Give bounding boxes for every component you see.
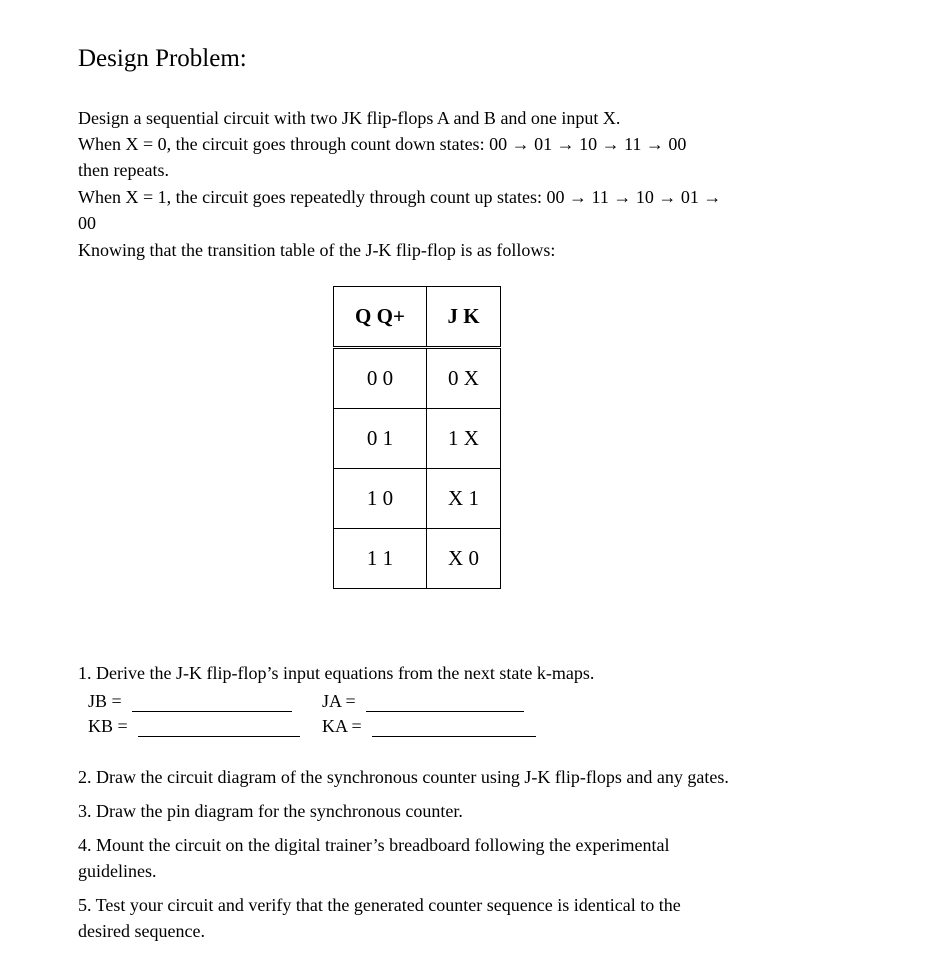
table-cell: X 1 [427,469,501,529]
table-cell: 0 1 [334,409,427,469]
ja-answer-line [366,693,524,712]
table-cell: X 0 [427,529,501,589]
table-row [334,529,501,589]
task-5-line-1: 5. Test your circuit and verify that the generated counter sequence is identical to the [78,895,681,915]
table-row [334,348,501,409]
kb-answer-line [138,718,300,737]
jb-label: JB = [88,691,122,711]
header-q-qplus: Q Q+ [334,287,427,348]
kb-label: KB = [88,716,128,736]
intro-line-5: 00 [78,213,96,233]
ka-equation [322,716,536,737]
intro-line-6: Knowing that the transition table of the J-K flip-flop is as follows: [78,240,556,260]
kb-equation [88,716,300,737]
task-5-line-2: desired sequence. [78,921,205,941]
task-4-line-1: 4. Mount the circuit on the digital trainer’s breadboard following the experimental [78,835,670,855]
table-cell: 1 X [427,409,501,469]
intro-line-1: Design a sequential circuit with two JK flip-flops A and B and one input X. [78,108,621,128]
task-3: 3. Draw the pin diagram for the synchronous counter. [78,801,463,821]
page-title: Design Problem: [78,45,247,72]
jb-equation [88,691,292,712]
ka-label: KA = [322,716,362,736]
task-4-line-2: guidelines. [78,861,157,881]
table-row [334,469,501,529]
table-row [334,409,501,469]
intro-line-4: When X = 1, the circuit goes repeatedly through count up states: 00 → 11 → 10 → 01 → [78,187,722,207]
ka-answer-line [372,718,536,737]
intro-line-3: then repeats. [78,160,169,180]
table-cell: 1 1 [334,529,427,589]
intro-line-2: When X = 0, the circuit goes through count down states: 00 → 01 → 10 → 11 → 00 [78,134,687,154]
table-cell: 1 0 [334,469,427,529]
jb-answer-line [132,693,292,712]
header-j-k: J K [427,287,501,348]
jk-transition-table [333,286,501,589]
ja-label: JA = [322,691,356,711]
table-cell: 0 0 [334,348,427,409]
table-cell: 0 X [427,348,501,409]
task-1: 1. Derive the J-K flip-flop’s input equations from the next state k-maps. [78,663,595,683]
task-2: 2. Draw the circuit diagram of the synchronous counter using J-K flip-flops and any gates. [78,767,729,787]
ja-equation [322,691,524,712]
table-header-row [334,287,501,348]
